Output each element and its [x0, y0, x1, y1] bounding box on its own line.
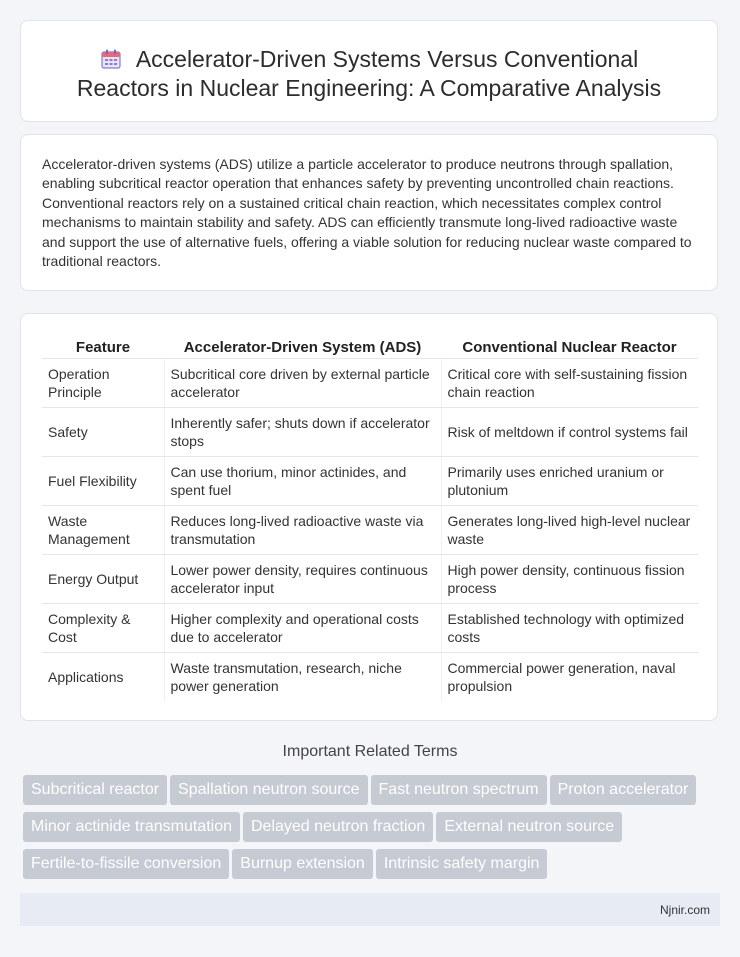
ads-cell: Subcritical core driven by external particle accelerator — [164, 359, 441, 408]
tag-fertile-to-fissile-conversion[interactable]: Fertile-to-fissile conversion — [23, 849, 229, 879]
calendar-icon — [100, 48, 122, 70]
tag-intrinsic-safety-margin[interactable]: Intrinsic safety margin — [376, 849, 548, 879]
title-card — [20, 20, 718, 122]
table-row — [42, 506, 698, 555]
comparison-table-card — [20, 313, 718, 721]
tag-minor-actinide-transmutation[interactable]: Minor actinide transmutation — [23, 812, 240, 842]
related-terms-tags — [23, 775, 723, 886]
tag-delayed-neutron-fraction[interactable]: Delayed neutron fraction — [243, 812, 433, 842]
related-terms-heading: Important Related Terms — [282, 743, 458, 760]
ads-cell: Reduces long-lived radioactive waste via transmutation — [164, 506, 441, 555]
ads-cell: Can use thorium, minor actinides, and spent fuel — [164, 457, 441, 506]
table-row — [42, 555, 698, 604]
table-row — [42, 457, 698, 506]
intro-paragraph: Accelerator-driven systems (ADS) utilize a particle accelerator to produce neutrons through spallation, enabling subcritical reactor operation that enhances safety by preventing uncontrolled chain reactions. Conventional reactors rely on a sustained critical chain reaction, which necessitates complex control mechanisms to maintain stability and safety. ADS can efficiently transmute long-lived radioactive waste and support the use of alternative fuels, offering a viable solution for reducing nuclear waste compared to traditional reactors. — [42, 156, 692, 270]
feature-cell: Applications — [48, 669, 124, 685]
feature-cell: Complexity & Cost — [42, 604, 164, 653]
conventional-cell: Primarily uses enriched uranium or plutonium — [441, 457, 698, 506]
conventional-cell: High power density, continuous fission process — [441, 555, 698, 604]
tag-external-neutron-source[interactable]: External neutron source — [436, 812, 622, 842]
feature-cell: Fuel Flexibility — [42, 457, 164, 506]
page-title — [21, 21, 717, 103]
conventional-cell: Generates long-lived high-level nuclear waste — [441, 506, 698, 555]
table-row — [42, 604, 698, 653]
table-row — [42, 359, 698, 408]
tag-subcritical-reactor[interactable]: Subcritical reactor — [23, 775, 167, 805]
header-ads: Accelerator-Driven System (ADS) — [164, 334, 441, 359]
ads-cell: Lower power density, requires continuous accelerator input — [164, 555, 441, 604]
ads-cell: Waste transmutation, research, niche power generation — [164, 653, 441, 702]
comparison-table — [42, 334, 698, 701]
header-conventional: Conventional Nuclear Reactor — [441, 334, 698, 359]
tag-fast-neutron-spectrum[interactable]: Fast neutron spectrum — [371, 775, 547, 805]
ads-cell: Inherently safer; shuts down if accelerator stops — [164, 408, 441, 457]
conventional-cell: Critical core with self-sustaining fission chain reaction — [441, 359, 698, 408]
table-row — [42, 408, 698, 457]
feature-cell: Energy Output — [42, 555, 164, 604]
tag-spallation-neutron-source[interactable]: Spallation neutron source — [170, 775, 367, 805]
footer — [20, 893, 720, 926]
feature-cell: Safety — [42, 408, 164, 457]
tag-burnup-extension[interactable]: Burnup extension — [232, 849, 373, 879]
header-feature: Feature — [42, 334, 164, 359]
feature-cell: Waste Management — [42, 506, 164, 555]
conventional-cell: Commercial power generation, naval propulsion — [441, 653, 698, 702]
feature-cell: Operation Principle — [42, 359, 164, 408]
table-header-row — [42, 334, 698, 359]
conventional-cell: Established technology with optimized costs — [441, 604, 698, 653]
footer-site[interactable]: Njnir.com — [659, 903, 710, 917]
conventional-cell: Risk of meltdown if control systems fail — [441, 408, 698, 457]
ads-cell: Higher complexity and operational costs due to accelerator — [164, 604, 441, 653]
table-row — [42, 653, 698, 702]
intro-card — [20, 134, 718, 291]
title-text: Accelerator-Driven Systems Versus Conventional Reactors in Nuclear Engineering: A Comparative Analysis — [76, 46, 662, 101]
tag-proton-accelerator[interactable]: Proton accelerator — [550, 775, 697, 805]
